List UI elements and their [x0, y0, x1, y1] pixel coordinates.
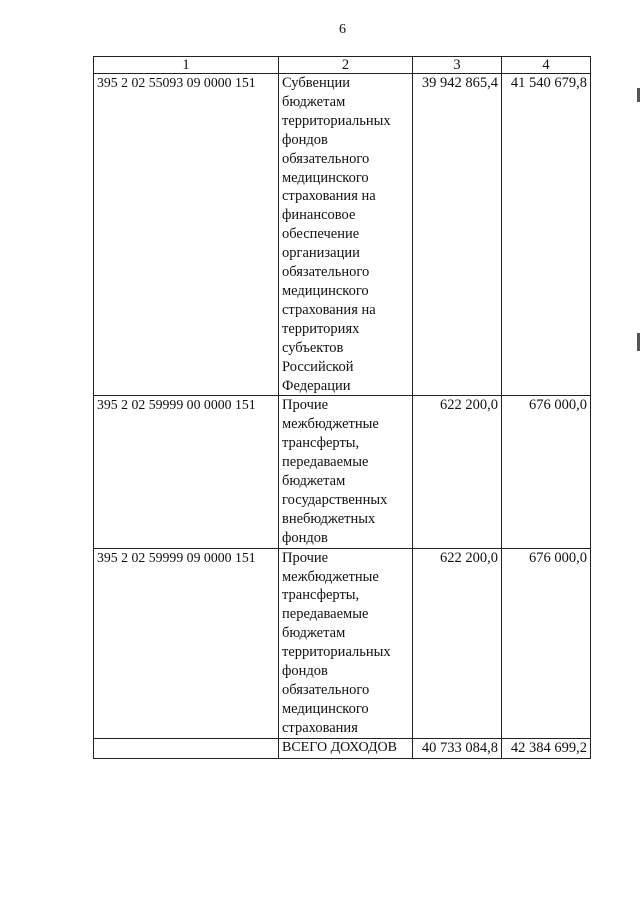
budget-code-cell: 395 2 02 59999 00 0000 151	[94, 396, 279, 548]
revenue-name-line: внебюджетных	[282, 510, 376, 527]
revenue-name-cell	[279, 74, 413, 396]
revenue-name-line: обязательного	[282, 264, 370, 281]
header-col-1: 1	[94, 57, 279, 74]
revenue-name-line: страхования	[282, 719, 358, 736]
revenue-name-line: передаваемые	[282, 606, 369, 623]
total-col-3-cell: 40 733 084,8	[413, 738, 502, 758]
header-col-4: 4	[502, 57, 591, 74]
revenue-name-line: территориальных	[282, 644, 391, 661]
revenue-name-line: Федерации	[282, 377, 351, 394]
table-body	[94, 74, 591, 759]
table-row	[94, 74, 591, 396]
revenue-name-cell	[279, 548, 413, 738]
revenue-name-line: межбюджетные	[282, 568, 379, 585]
revenue-name-line: территориальных	[282, 112, 391, 129]
revenue-name-line: обеспечение	[282, 226, 360, 243]
budget-code-cell: 395 2 02 59999 09 0000 151	[94, 548, 279, 738]
revenue-name-line: медицинского	[282, 169, 369, 186]
revenue-name-line: Прочие	[282, 549, 329, 566]
page-number: 6	[339, 22, 346, 37]
revenue-name-line: страхования на	[282, 301, 376, 318]
revenue-name-line: фондов	[282, 131, 328, 148]
table-row	[94, 548, 591, 738]
amount-col-4-cell: 676 000,0	[502, 548, 591, 738]
revenue-name-line: Прочие	[282, 397, 329, 414]
total-col-4-cell: 42 384 699,2	[502, 738, 591, 758]
header-col-3: 3	[413, 57, 502, 74]
revenue-name-line: медицинского	[282, 700, 369, 717]
amount-col-3-cell: 622 200,0	[413, 548, 502, 738]
revenue-name-line: Субвенции	[282, 75, 350, 91]
amount-col-4-cell: 41 540 679,8	[502, 74, 591, 396]
revenue-name-line: субъектов	[282, 339, 344, 356]
revenue-name-line: бюджетам	[282, 473, 346, 490]
revenue-name-line: фондов	[282, 663, 328, 680]
header-col-2: 2	[279, 57, 413, 74]
revenue-name-line: обязательного	[282, 682, 370, 698]
revenue-name-line: организации	[282, 245, 360, 262]
revenue-name-line: трансферты,	[282, 587, 360, 604]
revenue-name-line: медицинского	[282, 282, 369, 299]
revenue-name-line: передаваемые	[282, 454, 369, 471]
table-row	[94, 396, 591, 548]
revenue-table	[93, 56, 591, 759]
revenue-name-line: финансовое	[282, 207, 356, 224]
revenue-name-line: территориях	[282, 320, 360, 337]
total-row	[94, 738, 591, 758]
revenue-name-line: страхования на	[282, 188, 376, 205]
amount-col-3-cell: 622 200,0	[413, 396, 502, 548]
amount-col-4-cell: 676 000,0	[502, 396, 591, 548]
total-label-cell: ВСЕГО ДОХОДОВ	[279, 738, 413, 758]
table-header-row	[94, 57, 591, 74]
revenue-name-line: Российской	[282, 358, 354, 375]
revenue-name-line: государственных	[282, 491, 388, 508]
revenue-name-line: обязательного	[282, 150, 370, 167]
revenue-name-cell	[279, 396, 413, 548]
revenue-name-line: бюджетам	[282, 93, 346, 110]
revenue-name-line: межбюджетные	[282, 416, 379, 433]
revenue-name-line: трансферты,	[282, 435, 360, 452]
revenue-name-line: бюджетам	[282, 625, 346, 642]
total-code-cell	[94, 738, 279, 758]
amount-col-3-cell: 39 942 865,4	[413, 74, 502, 396]
budget-code-cell: 395 2 02 55093 09 0000 151	[94, 74, 279, 396]
revenue-name-line: фондов	[282, 529, 328, 546]
